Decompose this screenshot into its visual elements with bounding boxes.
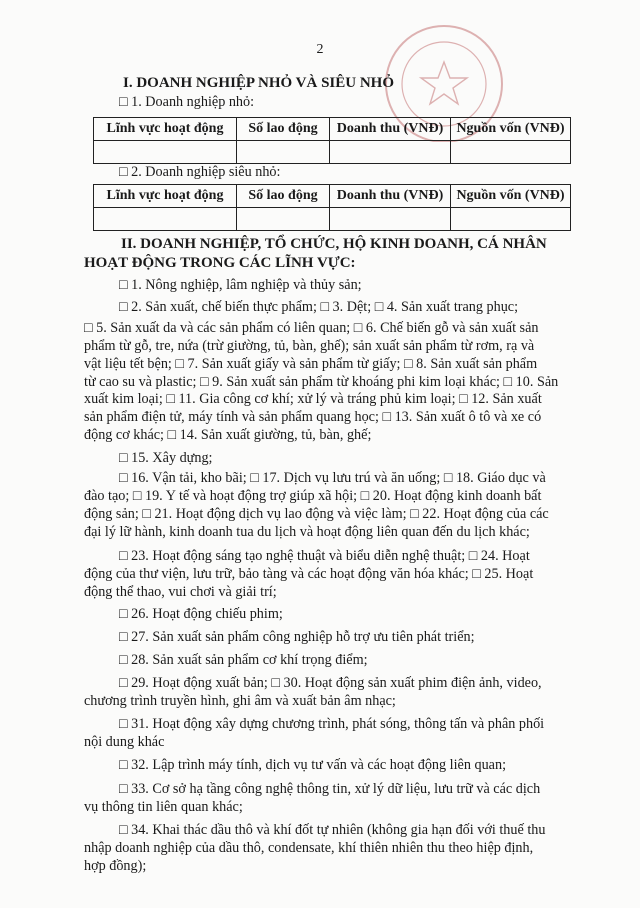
field-line[interactable]: đào tạo; □ 19. Y tế và hoạt động trợ giúp xã hội; □ 20. Hoạt động kinh doanh bất [84, 488, 542, 504]
field-line: nội dung khác [84, 734, 165, 750]
field-line[interactable]: □ 32. Lập trình máy tính, dịch vụ tư vấn và các hoạt động liên quan; [119, 757, 507, 773]
table-cell[interactable] [451, 208, 571, 231]
field-line: đại lý lữ hành, kinh doanh tua du lịch và hoạt động liên quan đến du lịch khác; [84, 524, 530, 540]
field-line[interactable]: động cơ khác; □ 14. Sản xuất giường, tủ, bàn, ghế; [84, 427, 372, 443]
field-line[interactable]: vật liệu tết bện; □ 7. Sản xuất giấy và sản phẩm từ giấy; □ 8. Sản xuất sản phẩm [84, 356, 538, 372]
table-header-row [94, 185, 571, 208]
field-line[interactable]: động của thư viện, lưu trữ, bảo tàng và các hoạt động văn hóa khác; □ 25. Hoạt [84, 566, 534, 582]
small-enterprise-checkbox[interactable]: □ 1. Doanh nghiệp nhỏ: [119, 94, 255, 110]
table-cell[interactable] [94, 141, 237, 164]
field-line: động thể thao, vui chơi và giải trí; [84, 584, 277, 600]
column-header: Doanh thu (VNĐ) [330, 185, 451, 208]
field-line[interactable]: □ 5. Sản xuất da và các sản phẩm có liên quan; □ 6. Chế biến gỗ và sản xuất sản [84, 320, 539, 336]
field-line[interactable]: □ 23. Hoạt động sáng tạo nghệ thuật và biểu diễn nghệ thuật; □ 24. Hoạt [119, 548, 530, 564]
field-line[interactable]: □ 28. Sản xuất sản phẩm cơ khí trọng điểm; [119, 652, 368, 668]
field-line[interactable]: □ 29. Hoạt động xuất bản; □ 30. Hoạt động sản xuất phim điện ảnh, video, [119, 675, 542, 691]
micro-enterprise-checkbox[interactable]: □ 2. Doanh nghiệp siêu nhỏ: [119, 164, 281, 180]
column-header: Lĩnh vực hoạt động [94, 185, 237, 208]
field-line[interactable]: □ 16. Vận tải, kho bãi; □ 17. Dịch vụ lưu trú và ăn uống; □ 18. Giáo dục và [119, 470, 546, 486]
page-number: 2 [316, 42, 324, 57]
field-line: vụ thông tin liên quan khác; [84, 799, 243, 815]
small-enterprise-table [93, 117, 571, 164]
table-row[interactable] [94, 141, 571, 164]
table-cell[interactable] [94, 208, 237, 231]
section2-title-line2: HOẠT ĐỘNG TRONG CÁC LĨNH VỰC: [84, 255, 356, 271]
field-line[interactable]: □ 26. Hoạt động chiếu phim; [119, 606, 283, 622]
table-header-row [94, 118, 571, 141]
field-line[interactable]: xuất kim loại; □ 11. Gia công cơ khí; xử lý và tráng phủ kim loại; □ 12. Sản xuất [84, 391, 542, 407]
section1-title: I. DOANH NGHIỆP NHỎ VÀ SIÊU NHỎ [123, 75, 395, 91]
field-line: phẩm từ gỗ, tre, nứa (trừ giường, tủ, bàn, ghế); sản xuất sản phẩm từ rơm, rạ và [84, 338, 535, 354]
micro-enterprise-table [93, 184, 571, 231]
field-line[interactable]: □ 27. Sản xuất sản phẩm công nghiệp hỗ trợ ưu tiên phát triển; [119, 629, 475, 645]
table-cell[interactable] [451, 141, 571, 164]
field-line[interactable]: □ 33. Cơ sở hạ tầng công nghệ thông tin, xử lý dữ liệu, lưu trữ và các dịch [119, 781, 541, 797]
field-line[interactable]: từ cao su và plastic; □ 9. Sản xuất sản phẩm từ khoáng phi kim loại khác; □ 10. Sản [84, 374, 559, 390]
field-line[interactable]: động sản; □ 21. Hoạt động dịch vụ lao động và việc làm; □ 22. Hoạt động của các [84, 506, 549, 522]
field-line: chương trình truyền hình, ghi âm và xuất bản âm nhạc; [84, 693, 396, 709]
field-line: hợp đồng); [84, 858, 147, 874]
column-header: Số lao động [237, 185, 330, 208]
table-cell[interactable] [237, 208, 330, 231]
column-header: Số lao động [237, 118, 330, 141]
field-line[interactable]: □ 31. Hoạt động xây dựng chương trình, phát sóng, thông tấn và phân phối [119, 716, 545, 732]
field-line[interactable]: □ 34. Khai thác dầu thô và khí đốt tự nhiên (không gia hạn đối với thuế thu [119, 822, 546, 838]
field-line[interactable]: □ 1. Nông nghiệp, lâm nghiệp và thủy sản; [119, 277, 362, 293]
field-line[interactable]: sản phẩm điện tử, máy tính và sản phẩm quang học; □ 13. Sản xuất ô tô và xe có [84, 409, 542, 425]
field-line[interactable]: □ 2. Sản xuất, chế biến thực phẩm; □ 3. Dệt; □ 4. Sản xuất trang phục; [119, 299, 519, 315]
table-row[interactable] [94, 208, 571, 231]
column-header: Doanh thu (VNĐ) [330, 118, 451, 141]
table-cell[interactable] [330, 141, 451, 164]
column-header: Nguồn vốn (VNĐ) [451, 185, 571, 208]
field-line: nhập doanh nghiệp của dầu thô, condensate, khí thiên nhiên thu theo hiệp định, [84, 840, 534, 856]
table-cell[interactable] [237, 141, 330, 164]
section2-title: II. DOANH NGHIỆP, TỔ CHỨC, HỘ KINH DOANH, CÁ NHÂN [121, 236, 547, 252]
column-header: Nguồn vốn (VNĐ) [451, 118, 571, 141]
table-cell[interactable] [330, 208, 451, 231]
column-header: Lĩnh vực hoạt động [94, 118, 237, 141]
field-line[interactable]: □ 15. Xây dựng; [119, 450, 213, 466]
